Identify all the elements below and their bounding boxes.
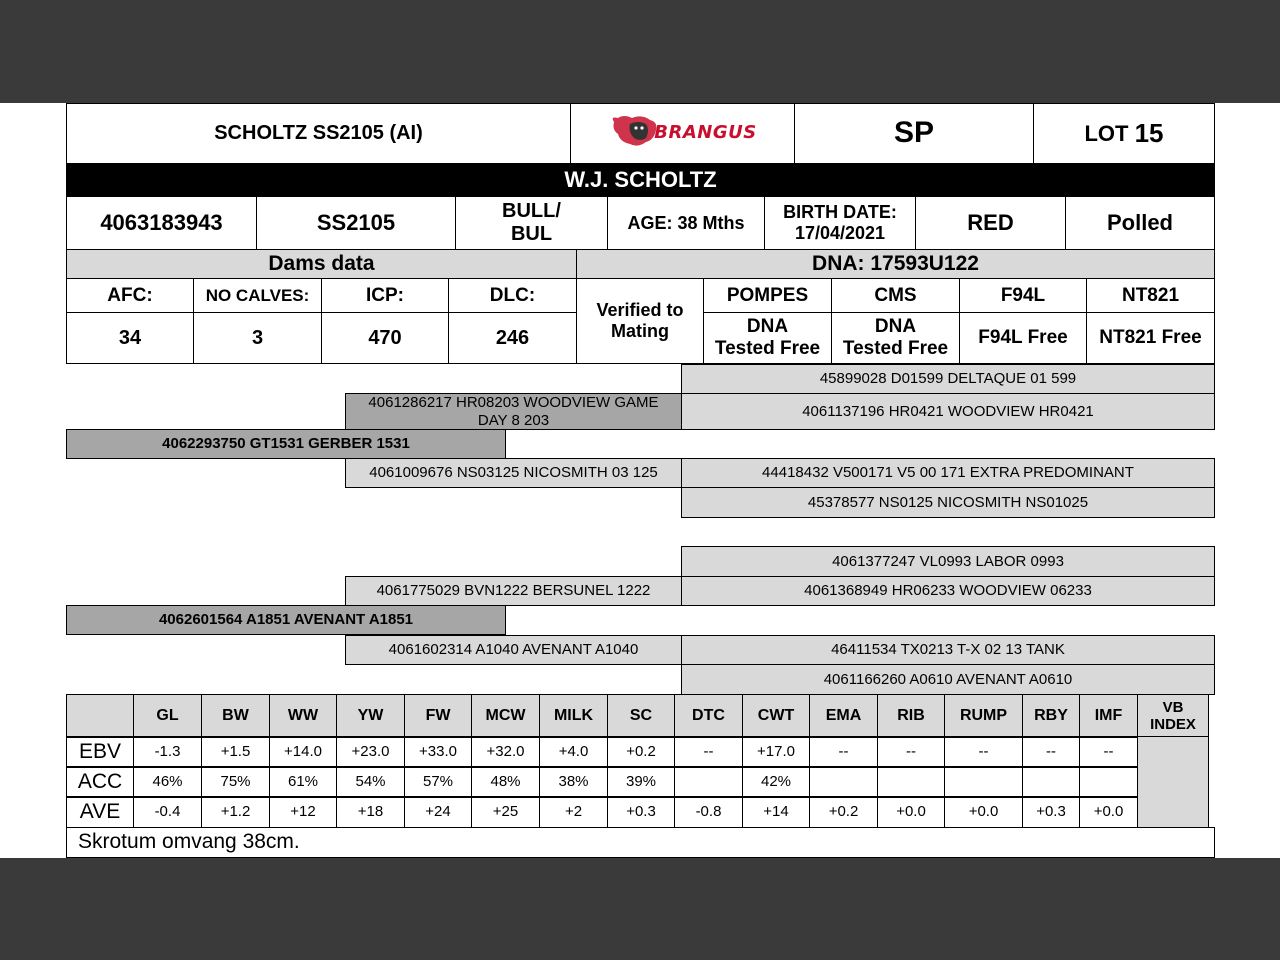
ebv-cell-ebv-rump: -- xyxy=(944,736,1023,768)
ebv-cell-ave-fw: +24 xyxy=(404,796,472,828)
horn-status: Polled xyxy=(1065,196,1215,250)
ebv-cell-ave-milk: +2 xyxy=(539,796,608,828)
pedigree-dam-sire-sire: 4061377247 VL0993 LABOR 0993 xyxy=(681,546,1215,577)
ebv-cell-ave-sc: +0.3 xyxy=(607,796,675,828)
colour: RED xyxy=(915,196,1066,250)
ebv-cell-ebv-bw: +1.5 xyxy=(201,736,270,768)
ebv-cell-acc-ww: 61% xyxy=(269,766,337,798)
ebv-cell-ave-cwt: +14 xyxy=(742,796,810,828)
ebv-cell-ave-bw: +1.2 xyxy=(201,796,270,828)
pedigree-dam-sire-dam: 4061368949 HR06233 WOODVIEW 06233 xyxy=(681,576,1215,606)
ebv-cell-acc-rump xyxy=(944,766,1023,798)
ebv-cell-acc-fw: 57% xyxy=(404,766,472,798)
ebv-cell-acc-mcw: 48% xyxy=(471,766,540,798)
logo-text: BRANGUS xyxy=(654,122,757,144)
dams-header-dlc: DLC: xyxy=(448,278,577,313)
ebv-cell-acc-ema xyxy=(809,766,878,798)
ebv-cell-ave-rump: +0.0 xyxy=(944,796,1023,828)
ebv-cell-acc-cwt: 42% xyxy=(742,766,810,798)
dna-verified xyxy=(576,278,704,364)
dams-value-dlc: 246 xyxy=(448,312,577,364)
ebv-header-ema: EMA xyxy=(809,694,878,738)
verified-line2: Mating xyxy=(611,321,669,341)
dna-test-cms-name: CMS xyxy=(831,278,960,313)
pedigree-dam: 4062601564 A1851 AVENANT A1851 xyxy=(66,605,506,635)
registration-number: 4063183943 xyxy=(66,196,257,250)
dna-title: DNA: 17593U122 xyxy=(576,249,1215,279)
ebv-corner xyxy=(66,694,134,738)
lot-box xyxy=(1033,103,1215,164)
ebv-header-fw: FW xyxy=(404,694,472,738)
pedigree-dam-sire: 4061775029 BVN1222 BERSUNEL 1222 xyxy=(345,576,682,606)
ebv-cell-acc-gl: 46% xyxy=(133,766,202,798)
dna-test-nt821-result: NT821 Free xyxy=(1086,312,1215,364)
ebv-cell-ebv-cwt: +17.0 xyxy=(742,736,810,768)
ebv-cell-ebv-yw: +23.0 xyxy=(336,736,405,768)
ebv-header-dtc: DTC xyxy=(674,694,743,738)
vb-index-line2: INDEX xyxy=(1150,716,1196,733)
pedigree-sire-dam: 4061009676 NS03125 NICOSMITH 03 125 xyxy=(345,458,682,488)
ebv-header-rby: RBY xyxy=(1022,694,1080,738)
ebv-header-bw: BW xyxy=(201,694,270,738)
ebv-header-cwt: CWT xyxy=(742,694,810,738)
pedigree-sire: 4062293750 GT1531 GERBER 1531 xyxy=(66,429,506,459)
birth-date xyxy=(764,196,916,250)
ebv-cell-acc-rib xyxy=(877,766,945,798)
birth-value: 17/04/2021 xyxy=(794,223,886,243)
cms-result-line2: Tested Free xyxy=(842,338,949,359)
ebv-cell-ebv-gl: -1.3 xyxy=(133,736,202,768)
dna-test-cms-result xyxy=(831,312,960,364)
sex xyxy=(455,196,608,250)
ebv-row-label-ave: AVE xyxy=(66,796,134,828)
ebv-header-gl: GL xyxy=(133,694,202,738)
dna-test-nt821-name: NT821 xyxy=(1086,278,1215,313)
ebv-cell-acc-milk: 38% xyxy=(539,766,608,798)
herd-id: SS2105 xyxy=(256,196,456,250)
ebv-cell-ebv-milk: +4.0 xyxy=(539,736,608,768)
dams-data-title: Dams data xyxy=(66,249,577,279)
ebv-cell-ave-mcw: +25 xyxy=(471,796,540,828)
ebv-header-milk: MILK xyxy=(539,694,608,738)
lot-number: 15 xyxy=(1134,117,1164,148)
dna-test-pompes-name: POMPES xyxy=(703,278,832,313)
ebv-cell-ebv-ema: -- xyxy=(809,736,878,768)
ebv-cell-ave-imf: +0.0 xyxy=(1079,796,1138,828)
ebv-cell-ebv-fw: +33.0 xyxy=(404,736,472,768)
pedigree-dam-dam-sire: 46411534 TX0213 T-X 02 13 TANK xyxy=(681,635,1215,665)
pedigree-sire-dam-dam: 45378577 NS0125 NICOSMITH NS01025 xyxy=(681,487,1215,518)
ebv-cell-acc-yw: 54% xyxy=(336,766,405,798)
brangus-logo xyxy=(570,103,795,164)
ebv-cell-ave-dtc: -0.8 xyxy=(674,796,743,828)
sex-line2: BUL xyxy=(510,223,553,245)
animal-name: SCHOLTZ SS2105 (AI) xyxy=(66,103,571,164)
ebv-header-sc: SC xyxy=(607,694,675,738)
pedigree-sire-sire-sire: 45899028 D01599 DELTAQUE 01 599 xyxy=(681,364,1215,394)
verified-line1: Verified to xyxy=(596,300,684,321)
ebv-cell-acc-sc: 39% xyxy=(607,766,675,798)
ebv-header-rump: RUMP xyxy=(944,694,1023,738)
ebv-cell-acc-bw: 75% xyxy=(201,766,270,798)
ebv-vb-index-value xyxy=(1137,736,1209,828)
birth-label: BIRTH DATE: xyxy=(783,202,897,223)
dams-value-afc: 34 xyxy=(66,312,194,364)
dams-header-afc: AFC: xyxy=(66,278,194,313)
pedigree-dam-dam-dam: 4061166260 A0610 AVENANT A0610 xyxy=(681,664,1215,695)
pedigree-sire-sire-dam: 4061137196 HR0421 WOODVIEW HR0421 xyxy=(681,393,1215,430)
sex-line1: BULL/ xyxy=(502,200,561,222)
lot-card xyxy=(0,103,1280,858)
dams-value-calves: 3 xyxy=(193,312,322,364)
dna-test-pompes-result xyxy=(703,312,832,364)
ebv-cell-ave-rib: +0.0 xyxy=(877,796,945,828)
remarks: Skrotum omvang 38cm. xyxy=(66,827,1215,858)
grade: SP xyxy=(794,103,1034,164)
ebv-cell-ave-ww: +12 xyxy=(269,796,337,828)
ebv-cell-ebv-imf: -- xyxy=(1079,736,1138,768)
age: AGE: 38 Mths xyxy=(607,196,765,250)
cms-result-line1: DNA xyxy=(874,316,917,338)
ebv-cell-ebv-sc: +0.2 xyxy=(607,736,675,768)
dams-value-icp: 470 xyxy=(321,312,449,364)
pedigree-sire-sire: 4061286217 HR08203 WOODVIEW GAME DAY 8 203 xyxy=(345,393,682,430)
ebv-header-rib: RIB xyxy=(877,694,945,738)
ebv-cell-ebv-rby: -- xyxy=(1022,736,1080,768)
lot-label: LOT xyxy=(1084,120,1129,146)
pompes-result-line1: DNA xyxy=(746,316,789,338)
ebv-header-mcw: MCW xyxy=(471,694,540,738)
pedigree-dam-dam: 4061602314 A1040 AVENANT A1040 xyxy=(345,635,682,665)
ebv-cell-ave-rby: +0.3 xyxy=(1022,796,1080,828)
ebv-cell-ebv-dtc: -- xyxy=(674,736,743,768)
ebv-header-imf: IMF xyxy=(1079,694,1138,738)
ebv-header-vb-index xyxy=(1137,694,1209,738)
ebv-header-ww: WW xyxy=(269,694,337,738)
vb-index-line1: VB xyxy=(1162,698,1184,716)
ebv-cell-ave-yw: +18 xyxy=(336,796,405,828)
ebv-row-label-acc: ACC xyxy=(66,766,134,798)
ebv-cell-ebv-rib: -- xyxy=(877,736,945,768)
ebv-cell-ave-ema: +0.2 xyxy=(809,796,878,828)
ebv-cell-ave-gl: -0.4 xyxy=(133,796,202,828)
ebv-cell-ebv-ww: +14.0 xyxy=(269,736,337,768)
dna-test-f94l-result: F94L Free xyxy=(959,312,1087,364)
ebv-row-label-ebv: EBV xyxy=(66,736,134,768)
ebv-cell-ebv-mcw: +32.0 xyxy=(471,736,540,768)
ebv-cell-acc-dtc xyxy=(674,766,743,798)
dams-header-icp: ICP: xyxy=(321,278,449,313)
dna-test-f94l-name: F94L xyxy=(959,278,1087,313)
ebv-cell-acc-rby xyxy=(1022,766,1080,798)
pompes-result-line2: Tested Free xyxy=(714,338,821,359)
breeder-name: W.J. SCHOLTZ xyxy=(66,163,1215,197)
ebv-header-yw: YW xyxy=(336,694,405,738)
pedigree-sire-dam-sire: 44418432 V500171 V5 00 171 EXTRA PREDOMINANT xyxy=(681,458,1215,488)
ebv-cell-acc-imf xyxy=(1079,766,1138,798)
dams-header-calves: NO CALVES: xyxy=(193,278,322,313)
